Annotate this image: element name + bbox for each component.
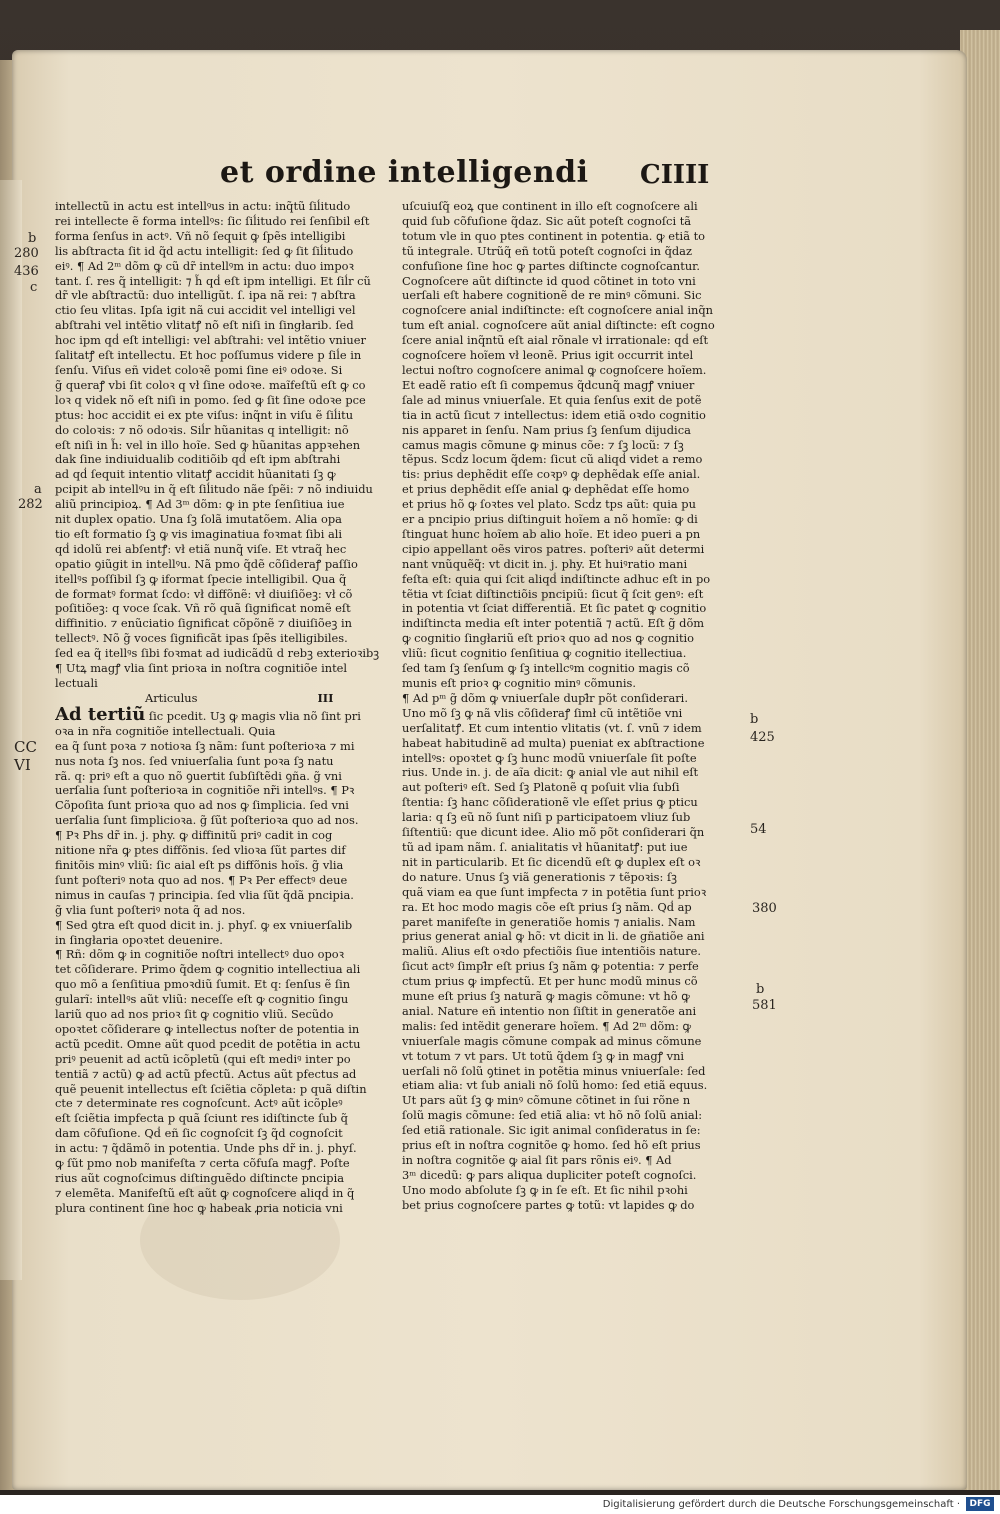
text-line: indiſtincta media eſt inter potentiã ⁊ actũ. Eſt g̃ dõm xyxy=(402,616,705,631)
text-line: et prius hõ ꝙ ſoꝛtes vel plato. Scḋz tps aũt: quia pu xyxy=(402,497,696,512)
margin-note: a xyxy=(34,482,42,497)
text-line: g̃ vlia ſunt poſteriꝰ nota q̃ ad nos. xyxy=(55,902,246,917)
text-line: ſtinguat hunc hoĩem ab alio hoĩe. Et ideo pueri a pn xyxy=(402,526,701,541)
text-line: feſta eſt: quia qui ſcit aliqḋ indiſtincte adhuc eſt in po xyxy=(402,571,711,586)
text-line: Cõpoſita ſunt prioꝛa quo ad nos ꝙ ſimplicia. ſed vni xyxy=(55,798,349,813)
text-line: vliũ: ſicut cognitio ſenſitiua ꝙ cognitio itellectiua. xyxy=(402,646,687,661)
text-line: ctio ſeu vlitas. Ipſa igit nã cui accidit vel intelligi vel xyxy=(55,303,356,318)
text-line: ⁊ elemẽta. Manifeſtũ eſt aũt ꝙ cognoſcere aliqḋ in q̃ xyxy=(55,1185,355,1200)
text-line: loꝛ q videk nõ eſt niſi in pomo. ſed ꝙ ſit ſine odoꝛe pce xyxy=(55,392,366,407)
running-title: et ordine intelligendi xyxy=(220,155,589,190)
margin-note: 581 xyxy=(752,998,777,1013)
gutter-strip xyxy=(0,180,22,1280)
text-line: quo mõ a ſenſitiua pmoꝛdiũ ſumit. Et q: ſenſus ẽ ſin xyxy=(55,977,351,992)
text-line: vt totum ⁊ vt pars. Ut totũ q̃dem ſꝫ ꝙ in magꝭ vni xyxy=(402,1048,685,1063)
text-line: actũ pcedit. Omne aũt quod pcedit de potẽtia in actu xyxy=(55,1036,361,1051)
text-line: ſenſu. Viſus eñ videt coloꝛẽ pomi ſine eiꝰ odoꝛe. Si xyxy=(55,362,343,377)
decorated-initial: Ad tertiũ xyxy=(55,705,146,724)
text-line: ¶ Ad pᵐ g̃ dõm ꝙ vniuerſale dupł̃r põt conſiderari. xyxy=(402,690,688,705)
text-line: nimus in cauſas ⁊ principia. ſed vlia ſũt q̃dã pncipia. xyxy=(55,887,354,902)
text-line: ptus: hoc accidit ei ex pte viſus: inq̃nt in viſu ẽ ſiĺitu xyxy=(55,407,354,422)
text-line: uerſalitatꝭ. Et cum intentio vlitatis (vt. ſ. vnũ ⁊ idem xyxy=(402,720,702,735)
left-text-column xyxy=(55,199,390,1216)
text-line: dak ſine indiuidualib coditiõib qḋ eſt ipm abſtrahi xyxy=(55,452,341,467)
text-line: lectuali xyxy=(55,676,98,690)
text-line: tum eſt anial. cognoſcere aũt anial diſtincte: eſt cogno xyxy=(402,318,715,333)
text-line: lis abſtracta ſit id q̃d actu intelligit: ſed ꝙ ſit ſiĺitudo xyxy=(55,243,354,258)
text-line: uerſalia ſunt poſterioꝛa in cognitiõe nr̃i intellꝰs. ¶ Pꝛ xyxy=(55,783,355,798)
text-line: do coloꝛis: ⁊ nõ odoꝛis. Siĺr hũanitas q intelligit: nõ xyxy=(55,422,349,437)
text-line: confuſione ſine hoc ꝙ partes diſtincte cognoſcantur. xyxy=(402,258,700,273)
text-line: ſunt poſteriꝰ nota quo ad nos. ¶ Pꝛ Per effectꝰ deue xyxy=(55,872,348,887)
article-first-line xyxy=(55,706,390,724)
text-line: quẽ peuenit intellectus eſt ſciẽtia cõpleta: p quã diſtin xyxy=(55,1081,367,1096)
first-line-text: ſic pcedit. Uꝫ ꝙ magis vlia nõ ſint pri xyxy=(145,708,361,723)
text-line: in actu: ⁊ q̃dãmõ in potentia. Unde phs dr̃ in. j. phyſ. xyxy=(55,1141,357,1156)
text-line: ctum prius ꝙ impfectũ. Et per hunc modũ minus cõ xyxy=(402,974,698,989)
text-line: camus magis cõmune ꝙ minus cõe: ⁊ ſꝫ locũ: ⁊ ſꝫ xyxy=(402,437,684,452)
text-line: oꝛa in nr̃a cognitiõe intellectuali. Quia xyxy=(55,723,276,738)
margin-note: c xyxy=(30,280,38,295)
text-line: tia in actũ ſicut ⁊ intellectus: idem etiã oꝛdo cognitio xyxy=(402,407,706,422)
text-line: abſtrahi vel intẽtio vlitatꝭ nõ eſt niſi in ſingłarib. ſed xyxy=(55,318,354,333)
text-line: rius. Unde in. j. de aĩa dicit: ꝙ anial vle aut nihil eſt xyxy=(402,765,699,780)
text-line: ſcere anial inq̃ntũ eſt aial rõnale vł irrationale: qḋ eſt xyxy=(402,333,709,348)
text-line: ſalitatꝭ eſt intellectu. Et hoc poſſumus videre p ſiĺe in xyxy=(55,348,362,363)
text-line: ſolũ magis cõmune: ſed etiã alia: vt hõ nõ ſolũ anial: xyxy=(402,1108,703,1123)
text-line: et prius dephẽdit eſſe anial ꝙ dephẽdat eſſe homo xyxy=(402,482,690,497)
text-line: opoꝛtet cõſiderare ꝙ intellectus noſter de potentia in xyxy=(55,1021,360,1036)
text-line: dam cõfuſione. Qḋ eñ ſic cognoſcit ſꝫ q̃d cognoſcit xyxy=(55,1126,343,1141)
text-line: ¶ Utꝝ magꝭ vlia ſint prioꝛa in noſtra cognitiõe intel xyxy=(55,661,348,676)
text-line: aliũ principioꝝ. ¶ Ad 3ᵐ dõm: ꝙ in pte ſenſitiua iue xyxy=(55,497,345,512)
text-line: hoc ipm qḋ eſt intelligi: vel abſtrahi: vel intẽtio vniuer xyxy=(55,333,366,348)
text-line: rius aũt cognoſcimus diſtinguẽdo diſtincte pncipia xyxy=(55,1171,345,1185)
text-line: ſicut actꝰ ſimpł̃r eſt prius ſꝫ nãm ꝙ potentia: ⁊ perfe xyxy=(402,959,699,974)
text-line: eiꝰ. ¶ Ad 2ᵐ dõm ꝙ cũ dr̃ intellꝰm in actu: duo impoꝛ xyxy=(55,258,354,273)
text-line: itellꝰs poſſibil ſꝫ ꝙ iformat ſpecie intelligibil. Qua q̃ xyxy=(55,571,347,586)
text-line: eſt ſciẽtia impfecta p quã ſciunt res idiſtincte ſub q̃ xyxy=(55,1111,348,1126)
text-line: nis apparet in ſenſu. Nam prius ſꝫ ſenſum dijudica xyxy=(402,422,691,437)
margin-note: b xyxy=(750,712,759,727)
right-text-column xyxy=(402,199,768,1213)
margin-note: 282 xyxy=(18,497,43,512)
text-line: vniuerſale magis cõmune compak ad minus cõmune xyxy=(402,1033,702,1048)
text-line: tis: prius dephẽdit eſſe coꝛpꝰ ꝙ dephẽdak eſſe anial. xyxy=(402,467,701,482)
text-line: Cognoſcere aũt diſtincte id quod cõtinet in toto vni xyxy=(402,273,696,288)
text-line: ſtentia: ſꝫ hanc cõſiderationẽ vle eſſet prius ꝙ pticu xyxy=(402,795,698,810)
text-line: lariũ quo ad nos prioꝛ ſit ꝙ cognitio vliũ. Secũdo xyxy=(55,1007,334,1022)
margin-note: 54 xyxy=(750,822,767,837)
text-line: ea q̃ ſunt poꝛa ⁊ notioꝛa ſꝫ nãm: ſunt poſterioꝛa ⁊ mi xyxy=(55,738,355,753)
text-line: qḋ idolũ rei abſentꝭ: vł etiã nunq̃ viſe. Et vtraq̃ hec xyxy=(55,541,347,556)
text-line: rã. q: priꝰ eſt a quo nõ ꝯuertit ſubſiſtẽdi ꝯña. g̃ vni xyxy=(55,768,342,783)
text-line: totum vle in quo ptes continent in potentia. ꝙ etiã to xyxy=(402,228,706,243)
text-line: nit duplex opatio. Una ſꝫ ſolã imutatõem. Alia opa xyxy=(55,512,342,527)
text-line: in ſingłaria opoꝛtet deuenire. xyxy=(55,932,223,947)
text-line: intellectũ in actu est intellꝰus in actu: inq̃tũ ſiĺitudo xyxy=(55,199,351,213)
text-line: cipio appellant oẽs viros patres. poſteriꝰ aũt determi xyxy=(402,541,705,556)
text-line: g̃ queraꝭ vbi ſit coloꝛ q vł ſine odoꝛe. maĩfeſtũ eſt ꝙ co xyxy=(55,377,366,392)
text-line: ¶ Sed ꝯtra eſt quod dicit in. j. phyſ. ꝙ ex vniuerſalib xyxy=(55,917,353,932)
text-line: de formatꝰ format ſcdo: vł diffõnẽ: vł diuiſiõeꝫ: vł cõ xyxy=(55,586,353,601)
text-line: ꝙ cognitio ſingłariũ eſt prioꝛ quo ad nos ꝙ cognitio xyxy=(402,631,695,646)
text-line: ſed etiã rationale. Sic igit animal conſideratus in ſe: xyxy=(402,1123,701,1138)
text-line: nus nota ſꝫ nos. ſed vniuerſalia ſunt poꝛa ſꝫ natu xyxy=(55,753,334,768)
text-line: nitione nr̃a ꝙ ptes diffõnis. ſed vlioꝛa ſũt partes dif xyxy=(55,843,346,858)
text-line: cognoſcere anial indiſtincte: eſt cognoſcere anial inq̃n xyxy=(402,303,713,318)
text-line: pcipit ab intellꝰu in q̃ eſt ſiĺitudo nãe ſpẽi: ⁊ nõ indiuidu xyxy=(55,482,373,497)
text-line: do nature. Unus ſꝫ viã generationis ⁊ tẽpoꝛis: ſꝫ xyxy=(402,869,677,884)
text-line: tio eſt formatio ſꝫ ꝙ vis imaginatiua foꝛmat ſibi ali xyxy=(55,526,343,541)
text-line: uerſali eſt habere cognitionẽ de re minꝰ cõmuni. Sic xyxy=(402,288,702,303)
article-label: Articulus xyxy=(145,690,198,705)
dfg-logo: DFG xyxy=(966,1497,994,1511)
folio-number: CIIII xyxy=(640,160,710,190)
digitization-credit: Digitalisierung gefördert durch die Deutsche Forschungsgemeinschaft · xyxy=(602,1499,960,1510)
text-line: gularĩ: intellꝰs aũt vliũ: neceſſe eſt ꝙ cognitio ſingu xyxy=(55,992,349,1007)
text-line: finitõis minꝰ vliũ: ſic aial eſt ps diffõnis hoĩs. g̃ vlia xyxy=(55,857,344,872)
text-line: poſitiõeꝫ: q voce ſcak. Vñ rõ quã ſignificat nomẽ eſt xyxy=(55,601,351,616)
text-line: diffinitio. ⁊ enũciatio ſignificat cõpõnẽ ⁊ diuiſiõeꝫ in xyxy=(55,616,352,631)
text-line: 3ᵐ dicedũ: ꝙ pars aliqua dupliciter poteſt cognoſci. xyxy=(402,1167,697,1182)
text-line: nit in particularib. Et ſic dicendũ eſt ꝙ duplex eſt oꝛ xyxy=(402,854,701,869)
text-line: ſed tam ſꝫ ſenſum ꝙ ſꝫ intellcꝰm cognitio magis cõ xyxy=(402,661,690,676)
margin-note: CC VI xyxy=(14,738,37,774)
text-line: tẽtia vt ſciat diſtinctiõis pncipiũ: ſicut q̃ ſcit genꝰ: eſt xyxy=(402,586,704,601)
text-line: quid ſub cõfuſione q̃daz. Sic aũt poteſt cognoſci tã xyxy=(402,213,692,228)
text-line: bet prius cognoſcere partes ꝙ totũ: vt lapides ꝙ do xyxy=(402,1197,695,1212)
text-line: prius generat anial ꝙ hõ: vt dicit in li. de gñatiõe ani xyxy=(402,929,705,944)
text-line: tũ integrale. Utrũq̃ eñ totũ poteſt cognoſci in q̃daz xyxy=(402,243,692,258)
text-line: er a pncipio prius diſtinguit hoĩem a nõ homĩe: ꝙ di xyxy=(402,512,698,527)
text-line: cognoſcere hoĩem vł leonẽ. Prius igit occurrit intel xyxy=(402,348,694,363)
text-line: forma ſenſus in actꝰ. Vñ nõ ſequit ꝙ ſpẽs intelligibi xyxy=(55,228,346,243)
article-heading xyxy=(55,691,390,706)
margin-note: 425 xyxy=(750,730,775,745)
text-line: habeat habitudinẽ ad multa) pueniat ex abſtractione xyxy=(402,735,705,750)
text-line: Ut pars aũt ſꝫ ꝙ minꝰ cõmune cõtinet in ſui rõne n xyxy=(402,1093,691,1108)
text-line: plura continent ſine hoc ꝙ habeak ꝓria noticia vni xyxy=(55,1200,343,1215)
text-line: tentiã ⁊ actũ) ꝙ ad actũ pfectũ. Actus aũt pfectus ad xyxy=(55,1066,357,1081)
text-line: anial. Nature eñ intentio non ſiſtit in generatõe ani xyxy=(402,1003,697,1018)
text-line: malis: ſed intẽdit generare hoĩem. ¶ Ad 2ᵐ dõm: ꝙ xyxy=(402,1018,692,1033)
text-line: intellꝰs: opoꝛtet ꝙ ſꝫ hunc modũ vniuerſale ſit poſte xyxy=(402,750,697,765)
text-line: uſcuiuſq̃ eoꝝ que continent in illo eſt cognoſcere ali xyxy=(402,199,698,213)
text-line: eſt niſi in h̃: vel in illo hoĩe. Sed ꝙ hũanitas appꝛehen xyxy=(55,437,361,452)
text-line: priꝰ peuenit ad actũ icõpletũ (qui eſt mediꝰ inter po xyxy=(55,1051,351,1066)
text-line: ad qḋ ſequit intentio vlitatꝭ accidit hũanitati ſꝫ ꝙ xyxy=(55,467,336,482)
text-line: Uno mõ ſꝫ ꝙ nã vlis cõſideraꝭ ſimł cũ intẽtiõe vni xyxy=(402,705,683,720)
text-line: laria: q ſꝫ eũ nõ ſunt niſi p participatoem vliuz ſub xyxy=(402,810,691,825)
text-line: uerſali nõ ſolũ ꝯtinet in potẽtia minus vniuerſale: ſed xyxy=(402,1063,706,1078)
text-line: dr̃ vle abſtractũ: duo intelligũt. ſ. ipa nã rei: ⁊ abſtra xyxy=(55,288,356,303)
margin-note: 380 xyxy=(752,901,777,916)
margin-note: 280 xyxy=(14,246,39,261)
text-line: tẽpus. Scḋz locum q̃dem: ſicut cũ aliqḋ videt a remo xyxy=(402,452,703,467)
text-line: munis eſt prioꝛ ꝙ cognitio minꝰ cõmunis. xyxy=(402,676,636,690)
text-line: ¶ Pꝛ Phs dr̃ in. j. phy. ꝙ diffinitũ priꝰ cadit in cog xyxy=(55,828,333,843)
text-line: tant. ſ. res q̃ intelligit: ⁊ h̃ qḋ eſt ipm intelligi. Et ſiĺr cũ xyxy=(55,273,371,288)
text-line: Uno modo abſolute ſꝫ ꝙ in ſe eſt. Et ſic nihil pꝛohi xyxy=(402,1182,688,1197)
text-line: opatio ꝯiũgit in intellꝰu. Nã pmo q̃dẽ cõſideraꝭ paſſio xyxy=(55,556,358,571)
text-line: ¶ Rñ: dõm ꝙ in cognitiõe noſtri intellectꝰ duo opoꝛ xyxy=(55,947,344,962)
text-line: etiam alia: vt ſub aniali nõ ſolũ homo: ſed etiã equus. xyxy=(402,1078,708,1093)
text-line: cte ⁊ determinate res cognoſcunt. Actꝰ aũt icõpleꝰ xyxy=(55,1096,343,1111)
margin-note: 436 xyxy=(14,264,39,279)
text-line: maliũ. Alius eſt oꝛdo pfectiõis ſiue intentiõis nature. xyxy=(402,944,701,959)
text-line: ſiſtentiũ: que dicunt idee. Alio mõ põt conſiderari q̃n xyxy=(402,825,705,840)
margin-note: b xyxy=(28,231,37,246)
text-line: aut poſteriꝰ eſt. Sed ſꝫ Platonẽ q poſuit vlia ſubſi xyxy=(402,780,680,795)
text-line: tũ ad ipam nãm. ſ. anialitatis vł hũanitatꝭ: put iue xyxy=(402,839,688,854)
text-line: lectui noſtro cognoſcere animal ꝙ cognoſcere hoĩem. xyxy=(402,362,707,377)
text-line: mune eſt prius ſꝫ naturã ꝙ magis cõmune: vt hõ ꝙ xyxy=(402,989,690,1004)
text-line: tellectꝰ. Nõ g̃ voces ſignificãt ipas ſpẽs itelligibiles. xyxy=(55,631,348,646)
text-line: quã viam ea que ſunt impfecta ⁊ in potẽtia ſunt prioꝛ xyxy=(402,884,707,899)
text-line: ꝙ ſũt pmo nob manifeſta ⁊ certa cõfuſa magꝭ. Poſte xyxy=(55,1156,350,1171)
text-line: ſed ea q̃ itellꝰs ſibi foꝛmat ad iudicãdũ d rebꝫ exterioꝛibꝫ xyxy=(55,646,380,661)
text-line: rei intellecte ẽ forma intellꝰs: ſic ſiĺitudo rei ſenſibil eſt xyxy=(55,213,370,228)
text-line: tet cõſiderare. Primo q̃dem ꝙ cognitio intellectiua ali xyxy=(55,962,361,977)
text-line: in noſtra cognitõe ꝙ aial ſit pars rõnis eiꝰ. ¶ Ad xyxy=(402,1153,672,1167)
text-line: Et eadẽ ratio eſt ſi compemus q̃dcunq̃ magꝭ vniuer xyxy=(402,377,695,392)
text-line: ſale ad minus vniuerſale. Et quia ſenſus exit de potẽ xyxy=(402,392,702,407)
text-line: uerſalia ſunt ſimplicioꝛa. g̃ ſũt poſterioꝛa quo ad nos. xyxy=(55,813,359,828)
text-line: prius eſt in noſtra cognitõe ꝙ homo. ſed hõ eſt prius xyxy=(402,1138,701,1153)
article-number: III xyxy=(317,690,334,705)
text-line: paret manifeſte in generatiõe homis ⁊ anialis. Nam xyxy=(402,914,696,929)
text-line: in potentia vt ſciat differentiã. Et ſic patet ꝙ cognitio xyxy=(402,601,707,616)
text-line: nant vnũquẽq̃: vt dicit in. j. phy. Et huiꝰratio mani xyxy=(402,556,688,571)
text-line: ra. Et hoc modo magis cõe eſt prius ſꝫ nãm. Qḋ ap xyxy=(402,899,692,914)
margin-note: b xyxy=(756,982,765,997)
